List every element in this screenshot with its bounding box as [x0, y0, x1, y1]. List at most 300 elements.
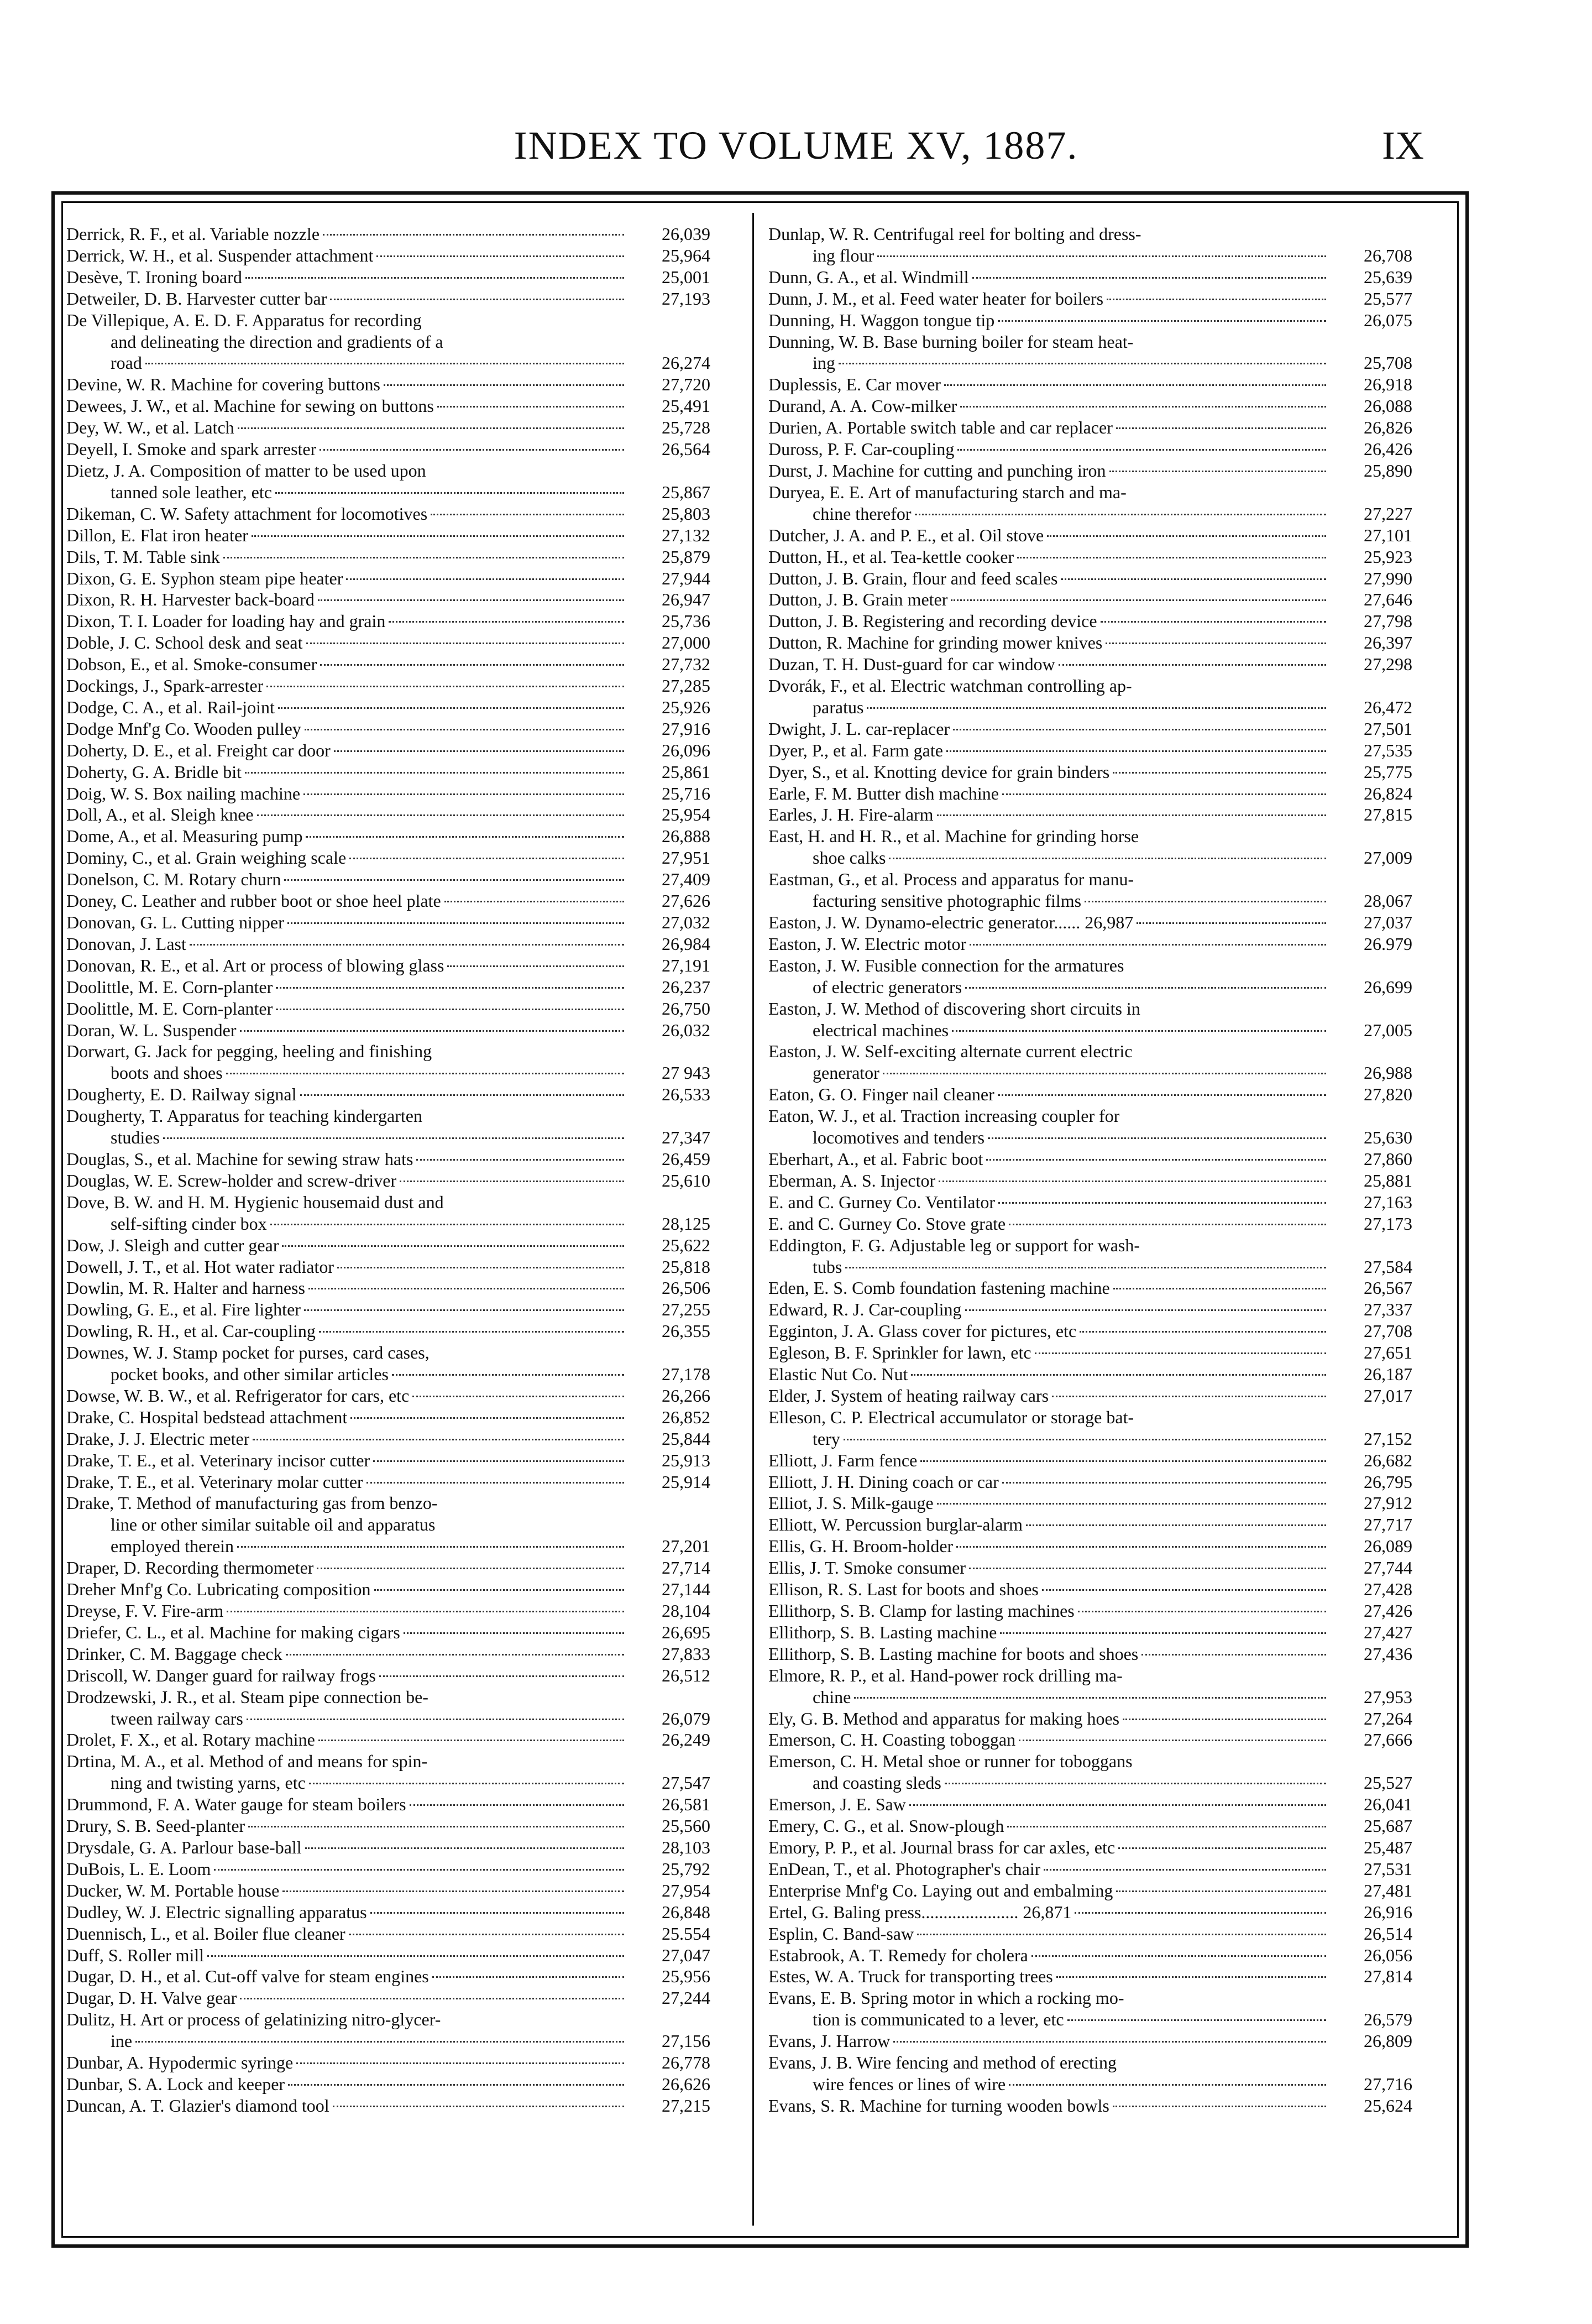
dot-leader: [400, 1181, 624, 1182]
entry-line: [768, 2030, 1412, 2052]
entry-continuation-line: [66, 2030, 710, 2052]
dot-leader: [334, 750, 624, 752]
patent-number: 26,988: [1364, 1063, 1412, 1083]
index-entry: [768, 2030, 1412, 2052]
entry-line: [66, 589, 710, 610]
entry-text: Ellithorp, S. B. Clamp for lasting machines: [768, 1601, 1075, 1621]
patent-number: 25,867: [662, 482, 710, 502]
patent-number: 25,803: [662, 503, 710, 524]
entry-text: Ellis, J. T. Smoke consumer: [768, 1558, 966, 1578]
entry-continuation-line: [768, 976, 1412, 998]
entry-line: [66, 1945, 710, 1966]
entry-line: [768, 1794, 1412, 1815]
entry-line: [66, 761, 710, 783]
entry-text: Dougherty, E. D. Railway signal: [66, 1084, 297, 1105]
dot-leader: [366, 1482, 624, 1484]
entry-continuation-line: [768, 1020, 1412, 1041]
index-entry: [768, 223, 1412, 267]
index-entry: [66, 438, 710, 460]
entry-text: ing flour: [813, 245, 874, 265]
entry-text: Dreyse, F. V. Fire-arm: [66, 1601, 224, 1621]
entry-text: Drake, T. E., et al. Veterinary molar cutter: [66, 1471, 363, 1492]
patent-number: 26,274: [662, 353, 710, 373]
patent-number: 27,037: [1364, 912, 1412, 932]
patent-number: 26,096: [662, 740, 710, 760]
entry-line: [66, 1622, 710, 1643]
entry-text: Dwight, J. L. car-replacer: [768, 718, 950, 739]
entry-text: Ertel, G. Baling press...................... 26,871: [768, 1902, 1072, 1922]
index-entry: [66, 2095, 710, 2117]
dot-leader: [970, 944, 1326, 946]
entry-line: [768, 1923, 1412, 1945]
patent-number: 25,736: [662, 611, 710, 631]
dot-leader: [946, 750, 1326, 752]
patent-number: 26,032: [662, 1020, 710, 1040]
entry-line: [66, 1148, 710, 1170]
dot-leader: [304, 1309, 624, 1311]
dot-leader: [1123, 1719, 1326, 1720]
entry-continuation-line: [768, 890, 1412, 912]
patent-number: 25,844: [662, 1428, 710, 1449]
dot-leader: [432, 1976, 624, 1978]
dot-leader: [960, 406, 1326, 408]
entry-text: and coasting sleds: [813, 1773, 941, 1793]
patent-number: 27,814: [1364, 1966, 1412, 1987]
index-entry: [66, 1235, 710, 1256]
patent-number: 26,426: [1364, 439, 1412, 459]
entry-text: Donovan, J. Last: [66, 933, 186, 954]
dot-leader: [1000, 1632, 1326, 1634]
dot-leader: [270, 1224, 624, 1225]
dot-leader: [965, 1309, 1326, 1311]
index-entry: [66, 245, 710, 267]
patent-number: 25,560: [662, 1816, 710, 1836]
dot-leader: [939, 1181, 1326, 1182]
patent-number: 27,646: [1364, 589, 1412, 610]
patent-number: 26,266: [662, 1385, 710, 1406]
entry-line: [66, 890, 710, 912]
entry-text: wire fences or lines of wire: [813, 2074, 1006, 2094]
patent-number: 27,032: [662, 912, 710, 932]
dot-leader: [937, 814, 1326, 816]
index-entry: [768, 2052, 1412, 2095]
entry-text: Duff, S. Roller mill: [66, 1945, 205, 1965]
dot-leader: [998, 1202, 1326, 1204]
index-entry: [768, 869, 1412, 912]
entry-text: DuBois, L. E. Loom: [66, 1858, 211, 1879]
entry-text: Dowell, J. T., et al. Hot water radiator: [66, 1256, 334, 1277]
entry-line: [66, 1450, 710, 1471]
patent-number: 26,888: [662, 826, 710, 847]
entry-text: Dutcher, J. A. and P. E., et al. Oil stove: [768, 525, 1044, 545]
index-entry: [66, 1751, 710, 1794]
index-entry: [768, 632, 1412, 654]
entry-line: [66, 2074, 710, 2095]
patent-number: 27,193: [662, 288, 710, 309]
index-entry: [768, 417, 1412, 438]
patent-number: 27,337: [1364, 1299, 1412, 1320]
dot-leader: [1116, 1890, 1326, 1892]
dot-leader: [944, 384, 1326, 386]
entry-text: Dodge Mnf'g Co. Wooden pulley: [66, 718, 301, 739]
patent-number: 26,947: [662, 589, 710, 610]
index-entry: [66, 568, 710, 589]
patent-number: 27,481: [1364, 1880, 1412, 1900]
index-entry: [66, 912, 710, 933]
dot-leader: [1044, 1869, 1326, 1871]
entry-text: Emerson, J. E. Saw: [768, 1794, 906, 1815]
index-entry: [768, 933, 1412, 955]
page-title: INDEX TO VOLUME XV, 1887.: [514, 123, 1078, 168]
dot-leader: [1078, 1611, 1326, 1612]
index-entry: [66, 955, 710, 976]
entry-text: Dutton, J. B. Grain meter: [768, 589, 948, 610]
patent-number: 26,355: [662, 1321, 710, 1341]
patent-number: 25,792: [662, 1858, 710, 1879]
entry-text: Emerson, C. H. Metal shoe or runner for toboggans: [768, 1751, 1133, 1772]
entry-line: [66, 310, 710, 331]
index-entry: [768, 1880, 1412, 1902]
index-entry: [768, 1643, 1412, 1665]
index-entry: [768, 1557, 1412, 1579]
entry-continuation-line: [768, 1686, 1412, 1708]
page-header: [0, 123, 1592, 173]
patent-number: 27,531: [1364, 1858, 1412, 1879]
entry-continuation-line: [768, 1256, 1412, 1278]
entry-text: Estes, W. A. Truck for transporting trees: [768, 1966, 1053, 1987]
index-entry: [768, 525, 1412, 546]
patent-number: 26,708: [1364, 245, 1412, 265]
entry-continuation-line: [768, 503, 1412, 525]
dot-leader: [350, 1417, 624, 1419]
dot-leader: [1085, 901, 1326, 902]
patent-number: 25,913: [662, 1450, 710, 1470]
entry-text: Donovan, G. L. Cutting nipper: [66, 912, 284, 932]
dot-leader: [286, 1654, 624, 1655]
dot-leader: [226, 1073, 624, 1074]
page-number: IX: [1382, 123, 1424, 168]
index-entry: [768, 1987, 1412, 2030]
dot-leader: [917, 1934, 1326, 1935]
entry-text: Dunn, G. A., et al. Windmill: [768, 267, 969, 287]
patent-number: 27,005: [1364, 1020, 1412, 1040]
patent-number: 27,347: [662, 1127, 710, 1148]
dot-leader: [988, 1137, 1326, 1139]
patent-number: 25,716: [662, 783, 710, 803]
index-entry: [66, 826, 710, 847]
index-entry: [66, 1686, 710, 1730]
index-entry: [66, 1880, 710, 1902]
patent-number: 27,178: [662, 1364, 710, 1385]
dot-leader: [1061, 578, 1326, 580]
patent-number: 27,720: [662, 374, 710, 395]
index-entry: [66, 740, 710, 761]
entry-text: De Villepique, A. E. D. F. Apparatus for recording: [66, 310, 422, 330]
entry-line: [768, 955, 1412, 976]
entry-text: Eden, E. S. Comb foundation fastening machine: [768, 1278, 1110, 1298]
index-entry: [66, 1471, 710, 1493]
entry-text: Doll, A., et al. Sleigh knee: [66, 805, 254, 825]
patent-number: 25,728: [662, 417, 710, 438]
entry-text: studies: [111, 1127, 160, 1148]
patent-number: 26,626: [662, 2074, 710, 2094]
index-entry: [768, 1148, 1412, 1170]
dot-leader: [207, 1955, 624, 1957]
patent-number: 26,695: [662, 1622, 710, 1642]
patent-number: 28,067: [1364, 891, 1412, 911]
entry-line: [768, 1815, 1412, 1837]
entry-text: Deyell, I. Smoke and spark arrester: [66, 439, 317, 459]
entry-text: Dixon, T. I. Loader for loading hay and grain: [66, 611, 386, 631]
entry-line: [66, 976, 710, 998]
entry-text: Dow, J. Sleigh and cutter gear: [66, 1235, 279, 1255]
index-entry: [66, 2074, 710, 2095]
entry-line: [768, 1299, 1412, 1320]
entry-text: Eastman, G., et al. Process and apparatus for manu-: [768, 869, 1134, 890]
dot-leader: [306, 643, 625, 644]
index-entry: [768, 654, 1412, 675]
dot-leader: [1118, 1847, 1326, 1849]
dot-leader: [1116, 427, 1326, 429]
entry-text: Elleson, C. P. Electrical accumulator or storage bat-: [768, 1407, 1134, 1427]
left-column: [66, 223, 710, 2117]
index-entry: [66, 1987, 710, 2009]
index-entry: [768, 1407, 1412, 1450]
index-entry: [768, 1385, 1412, 1407]
entry-line: [66, 1966, 710, 1987]
entry-line: [66, 610, 710, 632]
entry-line: [66, 869, 710, 890]
patent-number: 26,039: [662, 224, 710, 244]
index-entry: [66, 1428, 710, 1450]
dot-leader: [920, 1460, 1326, 1462]
index-entry: [768, 912, 1412, 933]
patent-number: 26,581: [662, 1794, 710, 1815]
dot-leader: [135, 2041, 624, 2043]
patent-number: 26,506: [662, 1278, 710, 1298]
index-entry: [768, 2095, 1412, 2117]
entry-line: [768, 632, 1412, 654]
entry-text: Dixon, G. E. Syphon steam pipe heater: [66, 568, 343, 588]
patent-number: 27,714: [662, 1558, 710, 1578]
patent-number: 25,818: [662, 1256, 710, 1277]
patent-number: 27,944: [662, 568, 710, 588]
patent-number: 25,926: [662, 697, 710, 717]
entry-text: Estabrook, A. T. Remedy for cholera: [768, 1945, 1028, 1965]
entry-line: [768, 589, 1412, 610]
entry-text: Dominy, C., et al. Grain weighing scale: [66, 848, 347, 868]
index-entry: [768, 1579, 1412, 1600]
entry-text: tanned sole leather, etc: [111, 482, 272, 502]
entry-text: Esplin, C. Band-saw: [768, 1923, 914, 1944]
entry-line: [66, 1751, 710, 1772]
entry-line: [66, 1880, 710, 1902]
entry-line: [66, 1342, 710, 1364]
patent-number: 27,426: [1364, 1601, 1412, 1621]
patent-number: 26,041: [1364, 1794, 1412, 1815]
entry-text: Ellithorp, S. B. Lasting machine: [768, 1622, 997, 1642]
index-entry: [768, 740, 1412, 761]
dot-leader: [1042, 1589, 1326, 1591]
index-entry: [768, 1084, 1412, 1105]
dot-leader: [945, 1783, 1326, 1784]
patent-number: 27,152: [1364, 1428, 1412, 1449]
index-entry: [66, 718, 710, 740]
entry-line: [66, 1105, 710, 1127]
entry-continuation-line: [66, 1536, 710, 1557]
entry-line: [66, 568, 710, 589]
index-entry: [768, 1299, 1412, 1320]
entry-text: Drake, J. J. Electric meter: [66, 1428, 250, 1449]
dot-leader: [330, 299, 624, 300]
patent-number: 26,089: [1364, 1536, 1412, 1557]
entry-continuation-line: [66, 1772, 710, 1794]
entry-continuation-line: [768, 1062, 1412, 1084]
entry-text: Eberman, A. S. Injector: [768, 1170, 936, 1190]
dot-leader: [1019, 1740, 1326, 1741]
entry-text: Detweiler, D. B. Harvester cutter bar: [66, 288, 327, 309]
entry-line: [768, 1514, 1412, 1536]
index-entry: [768, 546, 1412, 568]
patent-number: 27,744: [1364, 1558, 1412, 1578]
index-entry: [768, 310, 1412, 331]
patent-number: 27,009: [1364, 848, 1412, 868]
entry-line: [768, 2052, 1412, 2074]
dot-leader: [308, 1288, 624, 1289]
patent-number: 27,953: [1364, 1686, 1412, 1707]
dot-leader: [190, 944, 624, 946]
patent-number: 26,056: [1364, 1945, 1412, 1965]
entry-text: Durien, A. Portable switch table and car replacer: [768, 417, 1113, 438]
entry-line: [768, 933, 1412, 955]
entry-text: locomotives and tenders: [813, 1127, 985, 1148]
patent-number: 27,436: [1364, 1643, 1412, 1664]
dot-leader: [447, 965, 624, 967]
entry-line: [66, 1579, 710, 1600]
entry-line: [66, 460, 710, 482]
entry-line: [768, 1105, 1412, 1127]
entry-line: [66, 438, 710, 460]
index-entry: [768, 568, 1412, 589]
entry-text: Evans, J. Harrow: [768, 2031, 891, 2051]
index-entry: [768, 783, 1412, 805]
entry-continuation-line: [768, 2074, 1412, 2095]
entry-text: Duplessis, E. Car mover: [768, 374, 941, 395]
entry-text: Dyer, P., et al. Farm gate: [768, 740, 943, 760]
index-entry: [66, 1492, 710, 1557]
patent-number: 25,622: [662, 1235, 710, 1255]
entry-continuation-line: [768, 2009, 1412, 2030]
entry-text: Easton, J. W. Method of discovering short circuits in: [768, 998, 1140, 1019]
patent-number: 25,630: [1364, 1127, 1412, 1148]
entry-text: Ellis, G. H. Broom-holder: [768, 1536, 954, 1557]
dot-leader: [247, 1719, 624, 1720]
entry-line: [768, 1966, 1412, 1987]
dot-leader: [252, 535, 624, 537]
entry-continuation-line: [768, 352, 1412, 374]
entry-text: Duryea, E. E. Art of manufacturing starch and ma-: [768, 482, 1127, 502]
patent-number: 26,472: [1364, 697, 1412, 717]
entry-line: [768, 1987, 1412, 2009]
dot-leader: [911, 1374, 1326, 1376]
index-entry: [66, 1385, 710, 1407]
entry-continuation-line: [66, 482, 710, 503]
index-entry: [768, 438, 1412, 460]
entry-line: [768, 1277, 1412, 1299]
entry-continuation-line: [768, 847, 1412, 869]
index-entry: [66, 847, 710, 869]
dot-leader: [1113, 772, 1326, 774]
entry-text: Dorwart, G. Jack for pegging, heeling and finishing: [66, 1041, 432, 1062]
entry-line: [66, 2009, 710, 2030]
index-entry: [768, 826, 1412, 869]
patent-number: 27,954: [662, 1880, 710, 1900]
index-entry: [66, 1643, 710, 1665]
dot-leader: [1059, 664, 1326, 666]
patent-number: 27,732: [662, 654, 710, 675]
patent-number: 26,075: [1364, 310, 1412, 330]
index-entry: [66, 890, 710, 912]
patent-number: 25,491: [662, 396, 710, 416]
index-entry: [768, 589, 1412, 610]
entry-text: Dillon, E. Flat iron heater: [66, 525, 248, 545]
entry-line: [768, 1880, 1412, 1902]
entry-continuation-line: [768, 245, 1412, 267]
entry-text: Doble, J. C. School desk and seat: [66, 633, 303, 653]
entry-line: [768, 1557, 1412, 1579]
patent-number: 27,535: [1364, 740, 1412, 760]
patent-number: 26,778: [662, 2053, 710, 2073]
entry-text: Doherty, D. E., et al. Freight car door: [66, 740, 331, 760]
entry-text: Elliott, J. H. Dining coach or car: [768, 1471, 999, 1492]
entry-line: [66, 740, 710, 761]
entry-line: [768, 1858, 1412, 1880]
index-entry: [768, 1471, 1412, 1493]
dot-leader: [1002, 793, 1326, 795]
dot-leader: [1035, 1352, 1326, 1354]
entry-line: [768, 546, 1412, 568]
entry-line: [768, 1729, 1412, 1751]
entry-line: [768, 288, 1412, 310]
index-entry: [768, 1945, 1412, 1966]
index-entry: [66, 783, 710, 805]
entry-line: [768, 482, 1412, 503]
dot-leader: [972, 277, 1326, 279]
dot-leader: [248, 1826, 624, 1827]
index-entry: [768, 1364, 1412, 1385]
patent-number: 25,956: [662, 1966, 710, 1987]
index-entry: [66, 503, 710, 525]
entry-text: Dunning, H. Waggon tongue tip: [768, 310, 995, 330]
index-entry: [768, 1514, 1412, 1536]
patent-number: 25,487: [1364, 1837, 1412, 1857]
patent-number: 27,820: [1364, 1084, 1412, 1105]
patent-number: 26,564: [662, 439, 710, 459]
entry-line: [66, 1170, 710, 1192]
index-entry: [768, 1837, 1412, 1858]
entry-text: Dils, T. M. Table sink: [66, 546, 220, 567]
entry-text: Dutton, R. Machine for grinding mower knives: [768, 633, 1103, 653]
entry-line: [66, 525, 710, 546]
entry-line: [66, 1987, 710, 2009]
patent-number: 25,687: [1364, 1816, 1412, 1836]
dot-leader: [257, 814, 624, 816]
entry-text: Dockings, J., Spark-arrester: [66, 676, 264, 696]
index-entry: [768, 610, 1412, 632]
entry-line: [768, 1600, 1412, 1622]
entry-text: Dixon, R. H. Harvester back-board: [66, 589, 315, 610]
entry-continuation-line: [66, 1127, 710, 1148]
